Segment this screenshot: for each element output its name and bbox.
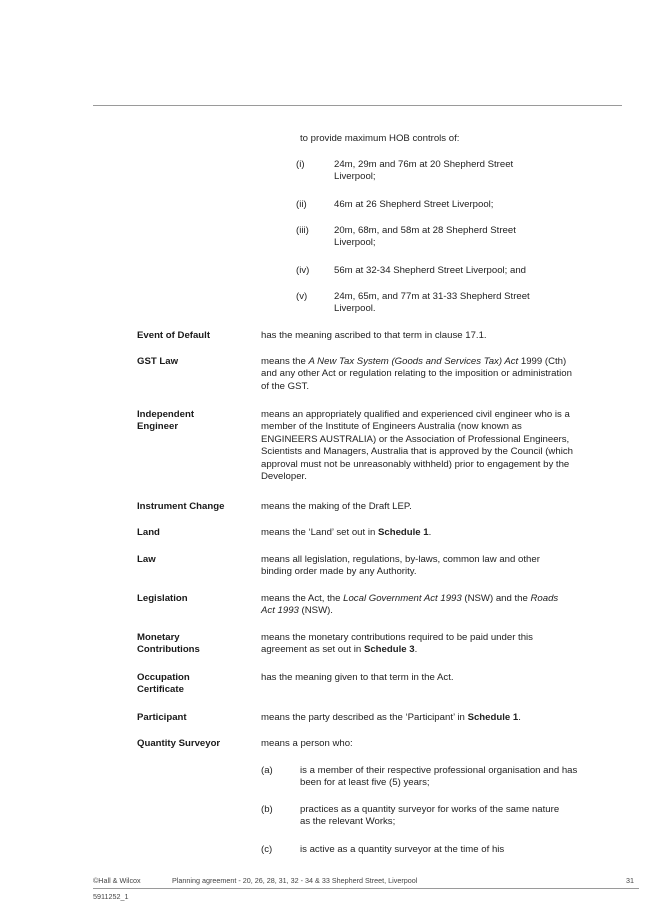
item-text: is a member of their respective professional organisation and has been for at least five (5) years;: [300, 765, 578, 789]
footer-doc-ref: 5911252_1: [93, 892, 129, 901]
definition-gst-law: means the A New Tax System (Goods and Services Tax) Act 1999 (Cth) and any other Act or regulation relating to the imposition or administration of the GST.: [261, 356, 572, 392]
schedule-ref: Schedule 3: [363, 644, 415, 656]
footer-rule: [93, 888, 639, 889]
term-gst-law: GST Law: [137, 356, 179, 367]
item-number: (v): [296, 291, 308, 302]
item-text: is active as a quantity surveyor at the time of his: [300, 844, 505, 855]
term-event-of-default: Event of Default: [137, 330, 211, 341]
item-number: (i): [296, 159, 305, 170]
item-text: 24m, 29m and 76m at 20 Shepherd Street Liverpool;: [334, 159, 514, 183]
definition-participant: means the party described as the ‘Participant’ in Schedule 1.: [261, 712, 521, 723]
term-legislation: Legislation: [137, 593, 188, 604]
definition-land: means the ‘Land’ set out in Schedule 1.: [261, 527, 432, 538]
item-text: 46m at 26 Shepherd Street Liverpool;: [334, 199, 494, 210]
item-number: (b): [261, 804, 273, 815]
definition-occupation-certificate: has the meaning given to that term in the Act.: [261, 672, 454, 683]
item-number: (ii): [296, 199, 307, 210]
footer-title: Planning agreement - 20, 26, 28, 31, 32 - 34 & 33 Shepherd Street, Liverpool: [172, 876, 418, 885]
item-text: 24m, 65m, and 77m at 31-33 Shepherd Street Liverpool.: [334, 291, 530, 315]
schedule-ref: Schedule 1: [467, 712, 519, 723]
schedule-ref: Schedule 1: [377, 527, 429, 538]
term-law: Law: [137, 554, 156, 565]
item-number: (iii): [296, 225, 309, 236]
term-instrument-change: Instrument Change: [137, 501, 225, 512]
definition-monetary-contributions: means the monetary contributions required to be paid under this agreement as set out in Schedule 3.: [261, 632, 533, 656]
term-independent-engineer: Independent Engineer: [137, 409, 195, 433]
act-title: Roads Act 1993: [261, 593, 559, 617]
term-monetary-contributions: Monetary Contributions: [137, 632, 200, 656]
definition-instrument-change: means the making of the Draft LEP.: [261, 501, 412, 512]
definition-event-of-default: has the meaning ascribed to that term in clause 17.1.: [261, 330, 487, 341]
item-text: practices as a quantity surveyor for works of the same nature as the relevant Works;: [300, 804, 560, 828]
item-text: 56m at 32-34 Shepherd Street Liverpool; and: [334, 265, 527, 276]
term-occupation-certificate: Occupation Certificate: [137, 672, 190, 696]
header-rule: [93, 105, 622, 106]
definition-legislation: means the Act, the Local Government Act 1993 (NSW) and the Roads Act 1993 (NSW).: [261, 593, 559, 617]
definition-independent-engineer: means an appropriately qualified and experienced civil engineer who is a member of the Institute of Engineers Australia (now known as ENGINEERS AUSTRALIA) or the Association of Professional Engineers, Scientists and Managers, Australia that is approved by the Council (which approval must not be unreasonably withheld) prior to engagement by the Developer.: [261, 409, 573, 483]
footer-page-number: 31: [626, 876, 634, 885]
definition-quantity-surveyor: means a person who:: [261, 738, 353, 749]
act-title: A New Tax System (Goods and Services Tax) Act: [308, 356, 519, 367]
item-number: (iv): [296, 265, 310, 276]
item-number: (c): [261, 844, 273, 855]
definition-law: means all legislation, regulations, by-laws, common law and other binding order made by any Authority.: [261, 554, 540, 578]
term-land: Land: [137, 527, 160, 538]
act-title: Local Government Act 1993: [343, 593, 462, 604]
term-quantity-surveyor: Quantity Surveyor: [137, 738, 221, 749]
term-participant: Participant: [137, 712, 187, 723]
hob-intro: to provide maximum HOB controls of:: [300, 133, 460, 144]
item-text: 20m, 68m, and 58m at 28 Shepherd Street Liverpool;: [334, 225, 516, 249]
item-number: (a): [261, 765, 273, 776]
footer-copyright: ©Hall & Wilcox: [93, 876, 141, 885]
